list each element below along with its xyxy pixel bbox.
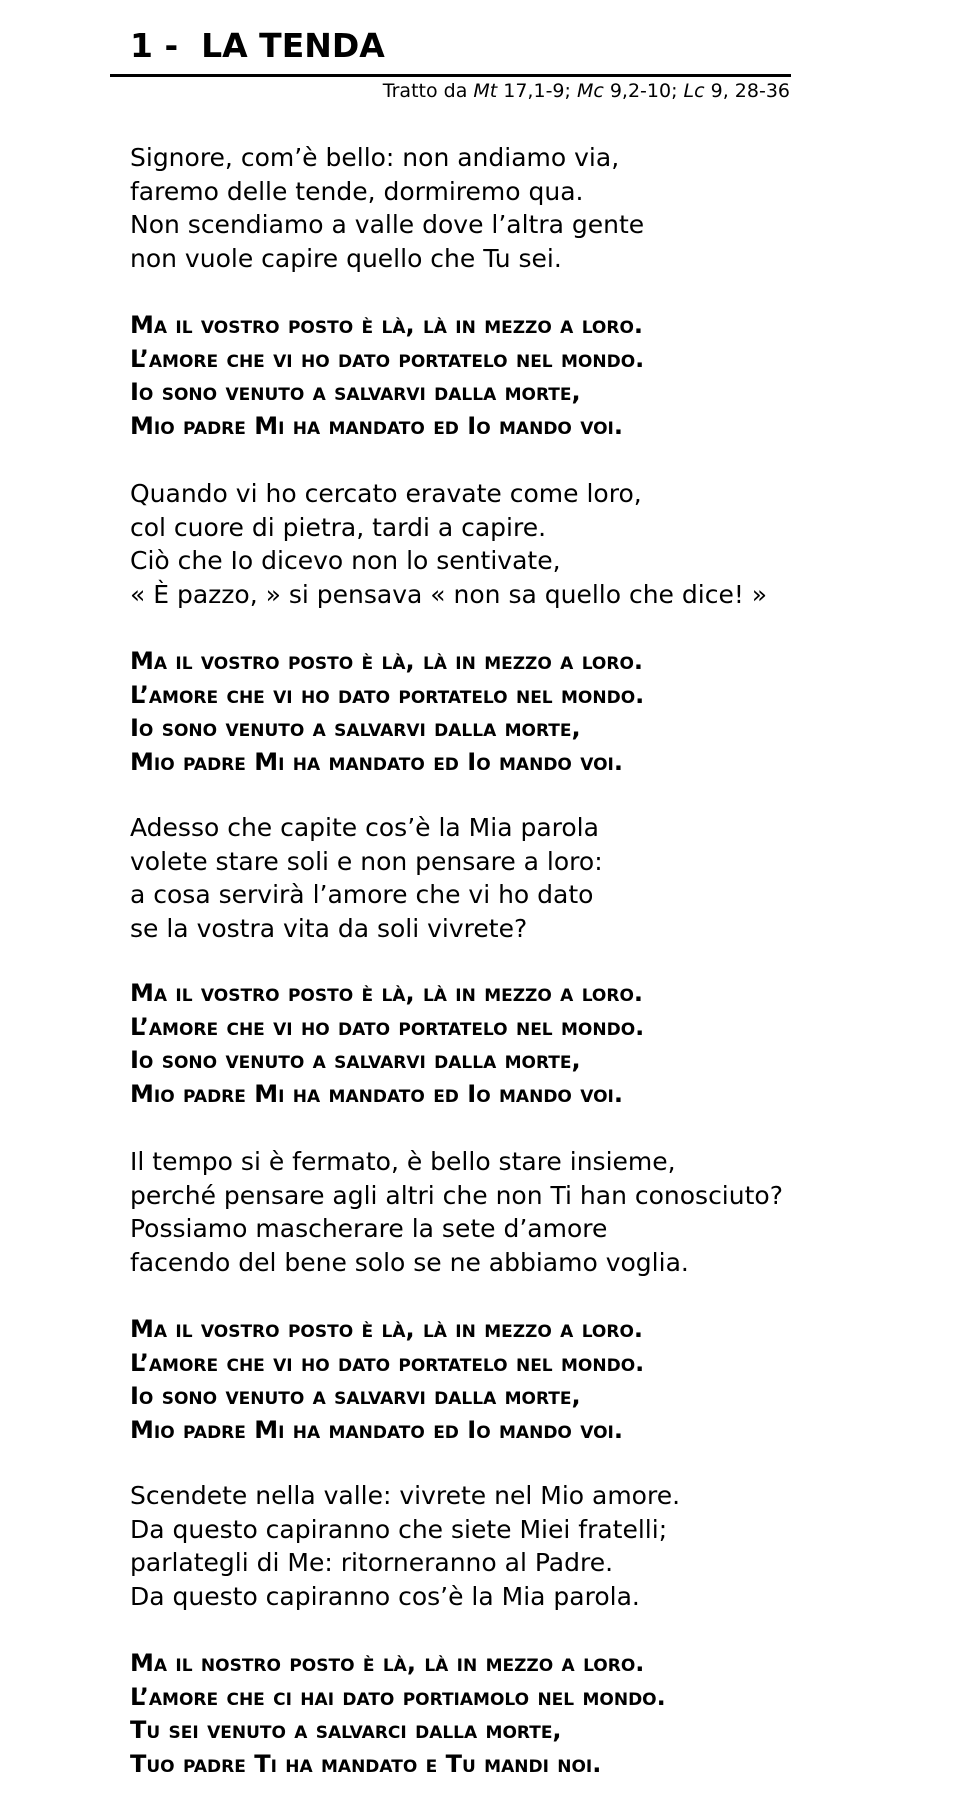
verse-line: facendo del bene solo se ne abbiamo voglia.	[130, 1247, 689, 1277]
ref-book-matthew: Mt	[473, 80, 498, 102]
chorus-line: Mio padre Mi ha mandato ed Io mando voi.	[130, 1415, 623, 1444]
verse-stanza	[130, 477, 767, 611]
verse-stanza	[130, 1145, 783, 1279]
verse-line: Ciò che Io dicevo non lo sentivate,	[130, 546, 561, 575]
chorus-line: Tu sei venuto a salvarci dalla morte,	[130, 1716, 562, 1744]
verse-line: Da questo capiranno che siete Miei fratelli;	[130, 1514, 668, 1544]
chorus-stanza	[130, 645, 644, 779]
chorus-line: L’amore che ci hai dato portiamolo nel mondo.	[130, 1682, 666, 1711]
chorus-line: Io sono venuto a salvarvi dalla morte,	[130, 1046, 581, 1074]
verse-line: Il tempo si è fermato, è bello stare insieme,	[130, 1147, 676, 1176]
verse-line: col cuore di pietra, tardi a capire.	[130, 512, 547, 542]
verse-line: parlategli di Me: ritorneranno al Padre.	[130, 1548, 614, 1577]
verse-stanza	[130, 1479, 680, 1613]
chorus-line: Mio padre Mi ha mandato ed Io mando voi.	[130, 747, 623, 776]
song-title: 1 - LA TENDA	[130, 26, 385, 65]
chorus-line: L’amore che vi ho dato portatelo nel mondo.	[130, 344, 645, 373]
chorus-line: Ma il vostro posto è là, là in mezzo a loro.	[130, 979, 644, 1007]
verse-line: Non scendiamo a valle dove l’altra gente	[130, 210, 645, 239]
chorus-line: L’amore che vi ho dato portatelo nel mondo.	[130, 1012, 645, 1041]
chorus-line: Ma il vostro posto è là, là in mezzo a loro.	[130, 311, 644, 339]
verse-line: faremo delle tende, dormiremo qua.	[130, 176, 584, 206]
title-underline	[110, 74, 791, 77]
chorus-line: Mio padre Mi ha mandato ed Io mando voi.	[130, 1079, 623, 1108]
chorus-line: Io sono venuto a salvarvi dalla morte,	[130, 378, 581, 406]
verse-line: « È pazzo, » si pensava « non sa quello che dice! »	[130, 579, 768, 609]
chorus-stanza	[130, 1647, 666, 1781]
ref-book-luke: Lc	[683, 80, 705, 102]
scripture-source	[383, 78, 790, 104]
chorus-line: Mio padre Mi ha mandato ed Io mando voi.	[130, 411, 623, 440]
verse-stanza	[130, 811, 603, 945]
chorus-line: L’amore che vi ho dato portatelo nel mondo.	[130, 680, 645, 709]
verse-line: Adesso che capite cos’è la Mia parola	[130, 813, 599, 842]
verse-line: Quando vi ho cercato eravate come loro,	[130, 479, 642, 508]
verse-line: non vuole capire quello che Tu sei.	[130, 243, 562, 273]
verse-line: volete stare soli e non pensare a loro:	[130, 846, 603, 876]
verse-line: se la vostra vita da soli vivrete?	[130, 913, 528, 943]
ref-text-matthew: 17,1-9;	[497, 80, 577, 102]
verse-line: Signore, com’è bello: non andiamo via,	[130, 143, 620, 172]
chorus-stanza	[130, 1313, 644, 1447]
chorus-line: Tuo padre Ti ha mandato e Tu mandi noi.	[130, 1749, 602, 1778]
chorus-line: Ma il vostro posto è là, là in mezzo a loro.	[130, 1315, 644, 1343]
chorus-line: Ma il nostro posto è là, là in mezzo a loro.	[130, 1649, 645, 1677]
source-prefix: Tratto da	[382, 80, 474, 102]
verse-line: perché pensare agli altri che non Ti han conosciuto?	[130, 1180, 783, 1210]
ref-book-mark: Mc	[576, 80, 604, 102]
chorus-line: L’amore che vi ho dato portatelo nel mondo.	[130, 1348, 645, 1377]
verse-stanza	[130, 141, 644, 275]
chorus-stanza	[130, 977, 644, 1111]
ref-text-mark: 9,2-10;	[603, 80, 684, 102]
chorus-line: Io sono venuto a salvarvi dalla morte,	[130, 1382, 581, 1410]
chorus-line: Ma il vostro posto è là, là in mezzo a loro.	[130, 647, 644, 675]
verse-line: Possiamo mascherare la sete d’amore	[130, 1214, 608, 1243]
verse-line: a cosa servirà l’amore che vi ho dato	[130, 880, 594, 909]
ref-text-luke: 9, 28-36	[704, 80, 790, 102]
chorus-stanza	[130, 309, 644, 443]
verse-line: Scendete nella valle: vivrete nel Mio amore.	[130, 1481, 681, 1510]
chorus-line: Io sono venuto a salvarvi dalla morte,	[130, 714, 581, 742]
verse-line: Da questo capiranno cos’è la Mia parola.	[130, 1581, 640, 1611]
